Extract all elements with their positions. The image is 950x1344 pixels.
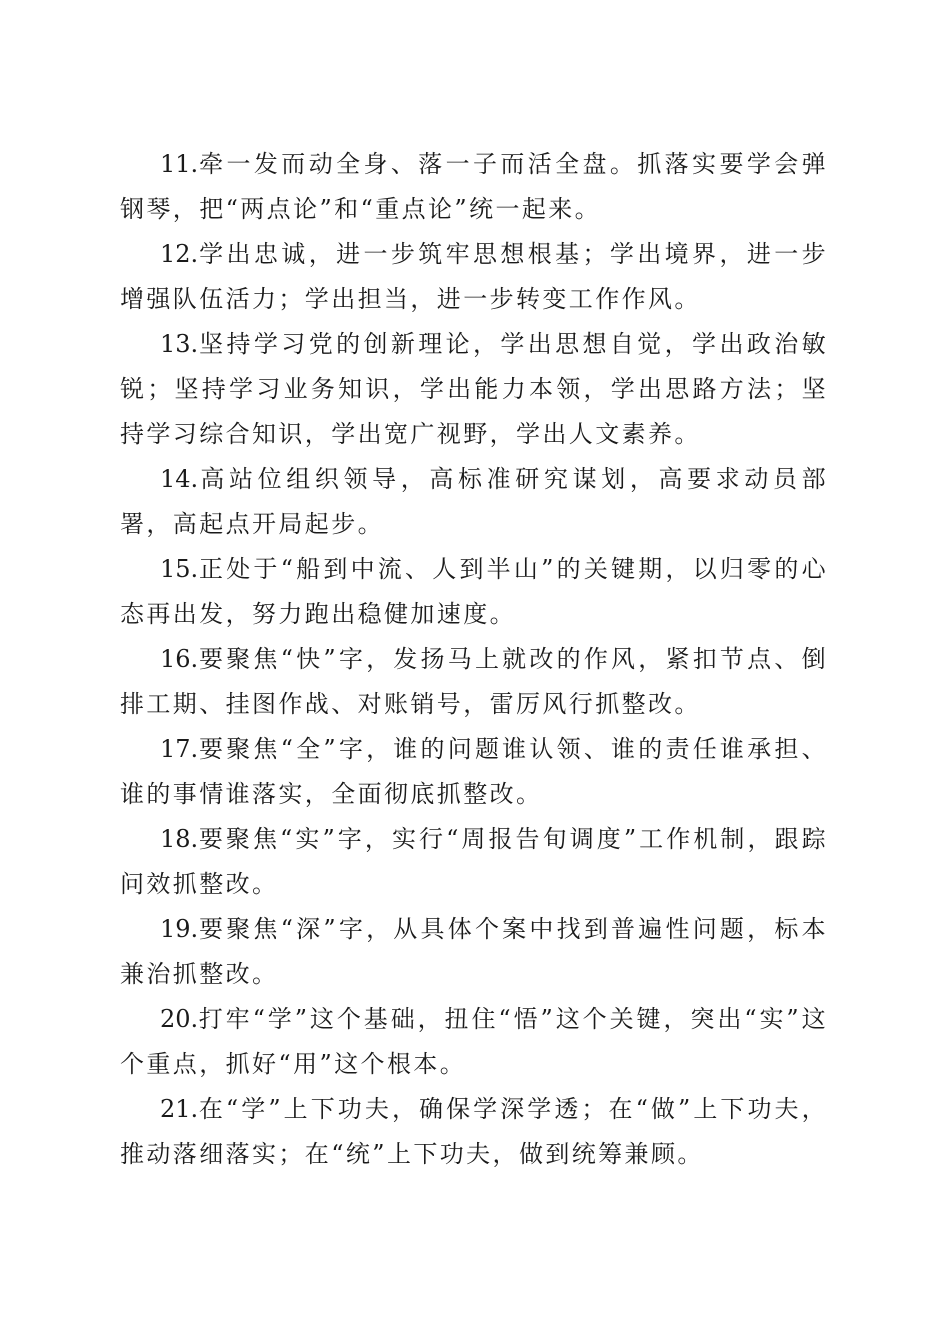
paragraph-number: 18. [160, 825, 199, 853]
paragraph-number: 15. [160, 555, 199, 583]
paragraph-18 [120, 817, 828, 907]
document-body [120, 142, 828, 1177]
paragraph-14 [120, 457, 828, 547]
paragraph-17 [120, 727, 828, 817]
paragraph-text: 牵一发而动全身、落一子而活全盘。抓落实要学会弹钢琴，把“两点论”和“重点论”统一起来。 [120, 150, 828, 223]
paragraph-13 [120, 322, 828, 457]
paragraph-number: 16. [160, 645, 199, 673]
paragraph-21 [120, 1087, 828, 1177]
paragraph-text: 在“学”上下功夫，确保学深学透；在“做”上下功夫，推动落细落实；在“统”上下功夫，做到统筹兼顾。 [120, 1095, 828, 1168]
paragraph-text: 正处于“船到中流、人到半山”的关键期，以归零的心态再出发，努力跑出稳健加速度。 [120, 555, 828, 628]
paragraph-19 [120, 907, 828, 997]
paragraph-number: 19. [160, 915, 199, 943]
paragraph-text: 学出忠诚，进一步筑牢思想根基；学出境界，进一步增强队伍活力；学出担当，进一步转变工作作风。 [120, 240, 828, 313]
paragraph-text: 要聚焦“深”字，从具体个案中找到普遍性问题，标本兼治抓整改。 [120, 915, 828, 988]
paragraph-number: 14. [160, 465, 199, 493]
paragraph-number: 11. [160, 150, 199, 178]
paragraph-number: 13. [160, 330, 199, 358]
paragraph-11 [120, 142, 828, 232]
paragraph-number: 17. [160, 735, 199, 763]
paragraph-text: 高站位组织领导，高标准研究谋划，高要求动员部署，高起点开局起步。 [120, 465, 828, 538]
paragraph-text: 要聚焦“实”字，实行“周报告旬调度”工作机制，跟踪问效抓整改。 [120, 825, 828, 898]
paragraph-number: 12. [160, 240, 199, 268]
paragraph-text: 打牢“学”这个基础，扭住“悟”这个关键，突出“实”这个重点，抓好“用”这个根本。 [120, 1005, 828, 1078]
paragraph-text: 要聚焦“全”字，谁的问题谁认领、谁的责任谁承担、谁的事情谁落实，全面彻底抓整改。 [120, 735, 828, 808]
paragraph-number: 20. [160, 1005, 199, 1033]
paragraph-12 [120, 232, 828, 322]
paragraph-text: 要聚焦“快”字，发扬马上就改的作风，紧扣节点、倒排工期、挂图作战、对账销号，雷厉风行抓整改。 [120, 645, 828, 718]
paragraph-16 [120, 637, 828, 727]
paragraph-15 [120, 547, 828, 637]
paragraph-text: 坚持学习党的创新理论，学出思想自觉，学出政治敏锐；坚持学习业务知识，学出能力本领，学出思路方法；坚持学习综合知识，学出宽广视野，学出人文素养。 [120, 330, 828, 448]
paragraph-20 [120, 997, 828, 1087]
paragraph-number: 21. [160, 1095, 199, 1123]
